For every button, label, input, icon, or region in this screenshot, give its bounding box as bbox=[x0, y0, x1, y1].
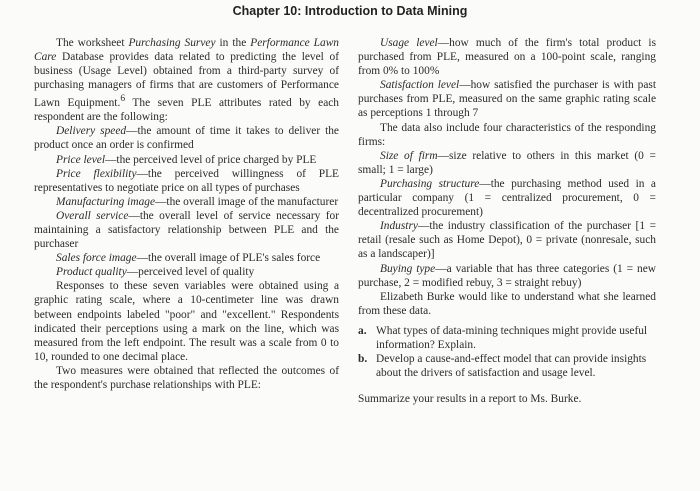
attribute-sales-force-image: Sales force image—the overall image of PLE's sales force bbox=[56, 252, 321, 265]
responses-paragraph: Responses to these seven variables were obtained using a graphic rating scale, where a 10-centimeter line was drawn between endpoints labeled "poor" and "excellent." Respondents indicated their perceptions using a mark on the line, which was measured from the left endpoint. The result was a scale from 0 to 10, rounded to one decimal place. bbox=[34, 280, 339, 363]
question-a bbox=[358, 324, 656, 352]
characteristic-buying-type: Buying type—a variable that has three categories (1 = new purchase, 2 = modified rebuy, 3 = straight rebuy) bbox=[358, 262, 656, 289]
attribute-price-flexibility: Price flexibility—the perceived willingness of PLE representatives to negotiate price on all types of purchases bbox=[34, 167, 339, 194]
summary-instruction: Summarize your results in a report to Ms. Burke. bbox=[358, 393, 582, 406]
database-name: Performance Lawn Care bbox=[34, 37, 339, 64]
left-column bbox=[34, 36, 339, 392]
attribute-product-quality: Product quality—perceived level of quality bbox=[56, 266, 255, 279]
question-text: Develop a cause-and-effect model that can provide insights about the drivers of satisfaction and usage level. bbox=[376, 353, 647, 380]
attribute-delivery-speed: Delivery speed—the amount of time it takes to deliver the product once an order is confirmed bbox=[34, 125, 339, 152]
right-column bbox=[358, 36, 656, 406]
characteristics-intro: The data also include four characteristics of the responding firms: bbox=[358, 121, 656, 148]
question-text: What types of data-mining techniques might provide useful information? Explain. bbox=[376, 324, 648, 351]
measure-satisfaction-level: Satisfaction level—how satisfied the purchaser is with past purchases from PLE, measured on the same graphic rating scale as perceptions 1 through 7 bbox=[358, 79, 657, 120]
question-label: b. bbox=[358, 353, 368, 366]
measure-usage-level: Usage level—how much of the firm's total product is purchased from PLE, measured on a 100-point scale, ranging from 0% to 100% bbox=[358, 37, 657, 78]
characteristic-size-of-firm: Size of firm—size relative to others in this market (0 = small; 1 = large) bbox=[358, 149, 656, 176]
attribute-overall-service: Overall service—the overall level of service necessary for maintaining a satisfactory relationship between PLE and the purchaser bbox=[34, 209, 339, 251]
question-b bbox=[358, 352, 656, 380]
question-label: a. bbox=[358, 324, 367, 337]
characteristic-purchasing-structure: Purchasing structure—the purchasing method used in a particular company (1 = centralized procurement, 0 = decentralized procurement) bbox=[358, 177, 656, 219]
page-title: Chapter 10: Introduction to Data Mining bbox=[232, 4, 468, 18]
two-measures-paragraph: Two measures were obtained that reflected the outcomes of the respondent's purchase relationships with PLE: bbox=[34, 364, 339, 392]
burke-paragraph: Elizabeth Burke would like to understand what she learned from these data. bbox=[358, 290, 656, 317]
attribute-price-level: Price level—the perceived level of price charged by PLE bbox=[56, 153, 317, 166]
attribute-manufacturing-image: Manufacturing image—the overall image of the manufacturer bbox=[56, 195, 339, 208]
footnote-marker: 6 bbox=[120, 94, 126, 105]
worksheet-name: Purchasing Survey bbox=[128, 37, 216, 49]
characteristic-industry: Industry—the industry classification of the purchaser [1 = retail (resale such as Home Depot), 0 = private (nonresale, such as a landscaper)] bbox=[358, 220, 656, 261]
intro-paragraph: The worksheet Purchasing Survey in the Performance Lawn Care Database provides data related to predicting the level of business (Usage Level) obtained from a third-party survey of purchasing managers of firms that are customers of Performance Lawn Equipment.$^6$ The seven PLE attributes rated by each respondent are the following: bbox=[34, 37, 339, 124]
